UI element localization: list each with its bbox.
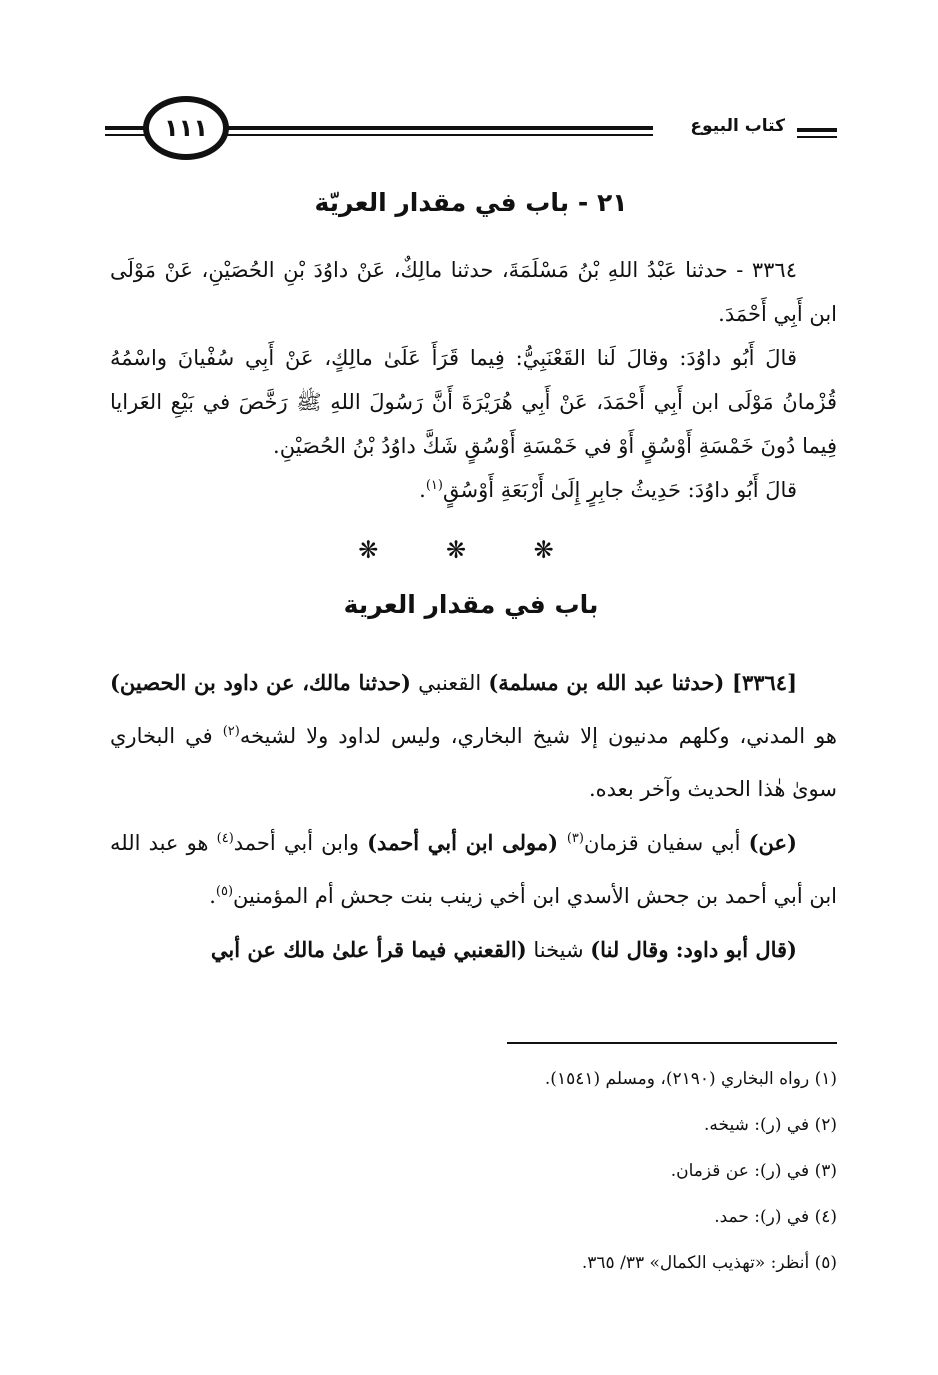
page-number: ١١١ (143, 96, 229, 160)
footnotes (107, 1056, 837, 1286)
commentary-3-bold2: (القعنبي فيما قرأ علىٰ مالك عن أبي (210, 937, 527, 962)
commentary-text (110, 656, 837, 977)
hadith-paragraph-3 (110, 468, 837, 512)
header-rule-right-thin (797, 136, 837, 138)
commentary-3-bold: (قال أبو داود: وقال لنا) (590, 937, 797, 962)
footnote-ref-5: (٥) (215, 884, 234, 899)
commentary-paragraph-2 (110, 816, 837, 923)
commentary-2-bold: (عن) (748, 830, 797, 855)
footnote-5: (٥) أنظر: «تهذيب الكمال» ٣٣/ ٣٦٥. (581, 1253, 837, 1273)
header-rule-left-thick (105, 126, 145, 130)
commentary-1-bold: [٣٣٦٤] (حدثنا عبد الله بن مسلمة) (488, 670, 797, 695)
commentary-2-end: . (209, 884, 216, 908)
hadith-paragraph-3-end: . (419, 478, 426, 502)
commentary-2-c: هو عبد الله ابن أبي أحمد بن جحش الأسدي ابن أخي زينب بنت جحش أم المؤمنين (110, 831, 837, 908)
footnote-ref-4: (٤) (216, 831, 234, 846)
header-rule-thin (223, 134, 653, 136)
header-rule-thick (223, 126, 653, 130)
commentary-1-c: في البخاري سوىٰ هٰذا الحديث وآخر بعده. (110, 724, 837, 801)
footnote-3: (٣) في (ر): عن قزمان. (670, 1161, 837, 1181)
commentary-1-bold2: (حدثنا مالك، عن داود بن الحصين) (110, 670, 411, 695)
footnote-ref-3: (٣) (566, 831, 584, 846)
hadith-paragraph-2: قالَ أَبُو داوُدَ: وقالَ لَنا القَعْنَبِيُّ: فِيما قَرَأَ عَلَىٰ مالِكٍ، عَنْ أَبِي سُفْيانَ واسْمُهُ قُزْمانُ مَوْلَى ابن أَبِي أَحْمَدَ، عَنْ أَبِي هُرَيْرَةَ أَنَّ رَسُولَ اللهِ ﷺ رَخَّصَ في بَيْعِ العَرايا فِيما دُونَ خَمْسَةِ أَوْسُقٍ أَوْ في خَمْسَةِ أَوْسُقٍ شَكَّ داوُدُ بْنُ الحُصَيْنِ. (110, 346, 837, 458)
commentary-2-a: أبي سفيان قزمان (583, 831, 749, 855)
hadith-paragraph-1: ٣٣٦٤ - حدثنا عَبْدُ اللهِ بْنُ مَسْلَمَةَ، حدثنا مالِكٌ، عَنْ داوُدَ بْنِ الحُصَيْنِ، عَنْ مَوْلَى ابن أَبِي أَحْمَدَ. (110, 258, 837, 326)
book-title: كتاب البيوع (684, 116, 791, 136)
footnote-2: (٢) في (ر): شيخه. (704, 1115, 837, 1135)
commentary-2-bold2: (مولى ابن أبي أحمد) (367, 830, 567, 855)
section-separator: ❋ ❋ ❋ (358, 536, 584, 564)
commentary-paragraph-3 (110, 923, 837, 977)
chapter-title: ٢١ - باب في مقدار العريّة (314, 188, 628, 217)
commentary-paragraph-1 (110, 656, 837, 816)
footnote-divider (507, 1042, 837, 1044)
footnote-ref-2: (٢) (222, 724, 240, 739)
header-rule-right-thick (797, 128, 837, 132)
commentary-2-b: وابن أبي أحمد (233, 831, 368, 855)
commentary-1-b: هو المدني، وكلهم مدنيون إلا شيخ البخاري، وليس لداود ولا لشيخه (239, 724, 837, 748)
footnote-ref-1: (١) (425, 478, 443, 493)
section-title: باب في مقدار العرية (343, 590, 599, 619)
header-rule-left-thin (105, 134, 145, 136)
commentary-3-a: شيخنا (526, 938, 591, 962)
hadith-paragraph-3-text: قالَ أَبُو داوُدَ: حَدِيثُ جابِرٍ إِلَىٰ أَرْبَعَةِ أَوْسُقٍ (442, 478, 797, 502)
footnote-1: (١) رواه البخاري (٢١٩٠)، ومسلم (١٥٤١). (544, 1069, 837, 1089)
footnote-4: (٤) في (ر): حمد. (714, 1207, 837, 1227)
commentary-1-a: القعنبي (411, 671, 489, 695)
hadith-text (110, 248, 837, 512)
page-header (105, 90, 837, 170)
